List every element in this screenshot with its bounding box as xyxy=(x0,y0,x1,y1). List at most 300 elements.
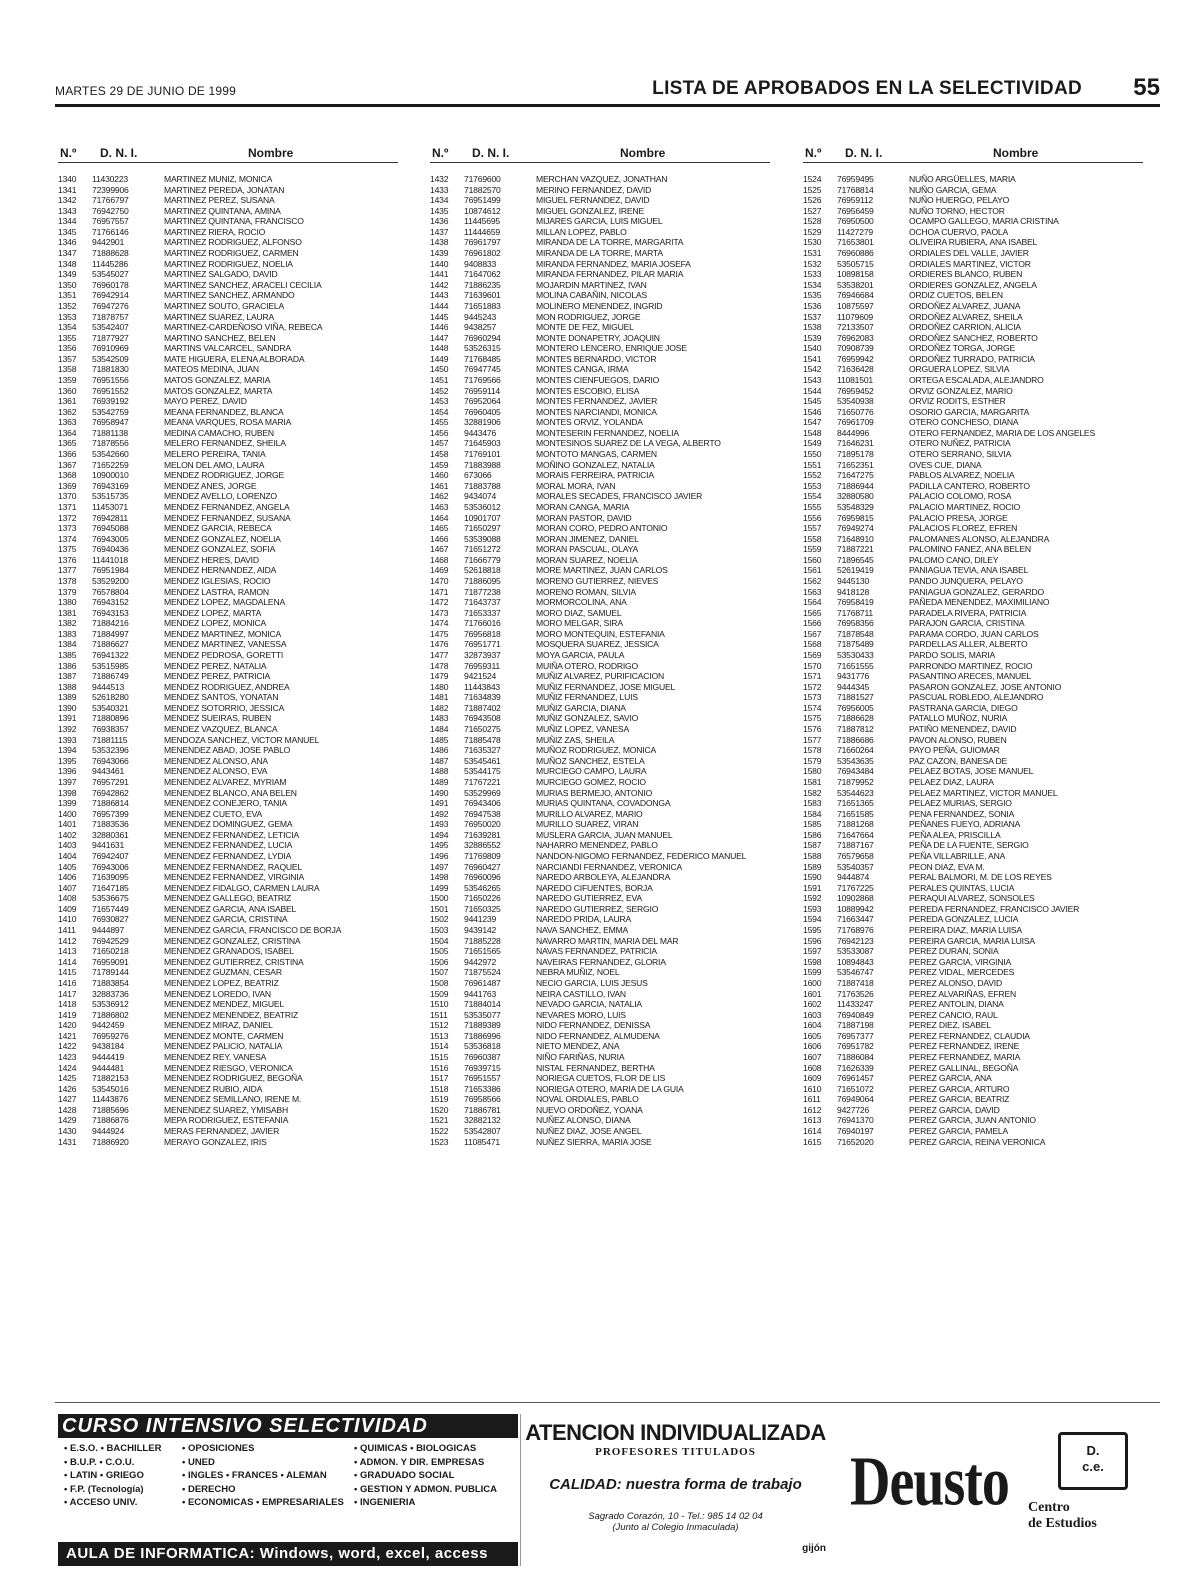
page-number: 55 xyxy=(1133,74,1160,101)
entry-dni: 71768485 xyxy=(464,353,501,364)
entry-dni: 9431776 xyxy=(837,671,870,682)
entry-name: PEREZ FERNANDEZ, MARIA xyxy=(909,1051,1021,1062)
entry-dni: 76942862 xyxy=(92,787,129,798)
entry-dni: 71877238 xyxy=(464,586,501,597)
entry-name: MURCIEGO GOMEZ, ROCIO xyxy=(536,776,646,787)
entry-dni: 9438257 xyxy=(464,322,497,333)
entry-name: MORO MELGAR, SIRA xyxy=(536,618,623,629)
entry-name: MENDEZ RODRIGUEZ, ANDREA xyxy=(164,681,290,692)
entry-number: 1546 xyxy=(803,406,822,417)
entry-dni: 71887167 xyxy=(837,840,874,851)
list-item xyxy=(58,872,418,883)
entry-dni: 76961709 xyxy=(837,417,874,428)
entry-dni: 72399906 xyxy=(92,184,129,195)
entry-dni: 9445243 xyxy=(464,311,497,322)
entry-name: PEREZ FERNANDEZ, IRENE xyxy=(909,1041,1020,1052)
entry-number: 1364 xyxy=(58,427,77,438)
entry-number: 1611 xyxy=(803,1094,821,1105)
list-rows xyxy=(430,174,790,1147)
entry-number: 1606 xyxy=(803,1041,822,1052)
list-item xyxy=(430,269,790,280)
entry-number: 1409 xyxy=(58,903,77,914)
entry-dni: 71883536 xyxy=(92,819,129,830)
list-item xyxy=(58,470,418,481)
entry-dni: 71651365 xyxy=(837,798,874,809)
list-item xyxy=(803,597,1163,608)
entry-number: 1414 xyxy=(58,956,77,967)
entry-number: 1541 xyxy=(803,353,822,364)
entry-dni: 71639095 xyxy=(92,872,129,883)
list-item xyxy=(803,280,1163,291)
entry-dni: 71886781 xyxy=(464,1104,501,1115)
list-item xyxy=(58,661,418,672)
list-item xyxy=(803,565,1163,576)
entry-dni: 71768976 xyxy=(837,925,874,936)
entry-dni: 71886920 xyxy=(92,1136,129,1147)
entry-dni: 76958356 xyxy=(837,618,874,629)
entry-dni: 72133507 xyxy=(837,322,874,333)
entry-number: 1394 xyxy=(58,745,77,756)
entry-number: 1523 xyxy=(430,1136,449,1147)
entry-number: 1402 xyxy=(58,829,77,840)
entry-dni: 53536912 xyxy=(92,999,129,1010)
entry-name: PARADELA RIVERA, PATRICIA xyxy=(909,607,1027,618)
entry-dni: 32880580 xyxy=(837,491,874,502)
ad-item: • OPOSICIONES xyxy=(182,1443,255,1454)
list-item xyxy=(430,174,790,185)
list-item xyxy=(58,565,418,576)
entry-dni: 9444481 xyxy=(92,1062,125,1073)
list-item xyxy=(430,386,790,397)
entry-number: 1504 xyxy=(430,935,449,946)
entry-name: MENENDEZ FERNANDEZ, LUCIA xyxy=(164,840,293,851)
entry-number: 1540 xyxy=(803,343,822,354)
entry-number: 1592 xyxy=(803,893,822,904)
list-item xyxy=(58,692,418,703)
entry-number: 1555 xyxy=(803,501,822,512)
entry-number: 1521 xyxy=(430,1115,449,1126)
entry-dni: 71652020 xyxy=(837,1136,874,1147)
entry-number: 1381 xyxy=(58,607,77,618)
entry-dni: 71884014 xyxy=(464,999,501,1010)
entry-dni: 71651565 xyxy=(464,946,501,957)
entry-number: 1386 xyxy=(58,660,77,671)
entry-dni: 76956459 xyxy=(837,205,874,216)
list-item xyxy=(430,343,790,354)
list-item xyxy=(430,671,790,682)
entry-name: MENDEZ GONZALEZ, SOFIA xyxy=(164,544,276,555)
ad-item: • ACCESO UNIV. xyxy=(64,1497,138,1508)
header-dni: D. N. I. xyxy=(845,146,883,160)
list-item xyxy=(430,481,790,492)
list-item xyxy=(803,1041,1163,1052)
list-item xyxy=(430,1063,790,1074)
entry-number: 1363 xyxy=(58,417,77,428)
entry-name: MONTES BERNARDO, VICTOR xyxy=(536,353,657,364)
entry-number: 1566 xyxy=(803,618,822,629)
list-item xyxy=(803,978,1163,989)
list-item xyxy=(803,227,1163,238)
entry-number: 1603 xyxy=(803,1009,822,1020)
entry-number: 1464 xyxy=(430,512,449,523)
entry-dni: 71651272 xyxy=(464,544,501,555)
entry-name: MOSQUERA SUAREZ, JESSICA xyxy=(536,639,659,650)
entry-dni: 53540938 xyxy=(837,396,874,407)
entry-name: MENENDEZ MIRAZ, DANIEL xyxy=(164,1020,273,1031)
entry-number: 1582 xyxy=(803,787,822,798)
entry-number: 1607 xyxy=(803,1051,822,1062)
list-item xyxy=(58,354,418,365)
entry-name: MENENDEZ MENDEZ, MIGUEL xyxy=(164,999,285,1010)
list-item xyxy=(430,1126,790,1137)
list-item xyxy=(803,819,1163,830)
entry-number: 1428 xyxy=(58,1104,77,1115)
entry-name: MIGUEL FERNANDEZ, DAVID xyxy=(536,195,650,206)
entry-dni: 53542660 xyxy=(92,449,129,460)
entry-name: MOÑINO GONZALEZ, NATALIA xyxy=(536,459,655,470)
entry-dni: 11445286 xyxy=(92,258,128,269)
entry-number: 1397 xyxy=(58,776,77,787)
entry-dni: 76959091 xyxy=(92,956,129,967)
list-item xyxy=(430,1073,790,1084)
entry-number: 1535 xyxy=(803,290,822,301)
list-item xyxy=(430,936,790,947)
entry-number: 1439 xyxy=(430,248,449,259)
list-item xyxy=(803,1105,1163,1116)
entry-name: MUÑOZ SANCHEZ, ESTELA xyxy=(536,755,645,766)
entry-name: MARTINEZ SOUTO, GRACIELA xyxy=(164,300,284,311)
entry-number: 1538 xyxy=(803,322,822,333)
entry-number: 1393 xyxy=(58,734,77,745)
entry-dni: 53544175 xyxy=(464,766,501,777)
entry-name: MENDEZ LOPEZ, MAGDALENA xyxy=(164,597,285,608)
entry-name: PAZ CAZON, BANESA DE xyxy=(909,755,1008,766)
list-item xyxy=(58,481,418,492)
entry-number: 1600 xyxy=(803,977,822,988)
entry-name: MARTINEZ MUNIZ, MONICA xyxy=(164,174,273,184)
list-item xyxy=(58,1105,418,1116)
entry-dni: 71653801 xyxy=(837,237,874,248)
entry-dni: 71650325 xyxy=(464,903,501,914)
entry-number: 1532 xyxy=(803,258,822,269)
list-item xyxy=(803,661,1163,672)
entry-dni: 9442459 xyxy=(92,1020,125,1031)
entry-name: MUÑIZ GARCIA, DIANA xyxy=(536,702,626,713)
entry-dni: 71877927 xyxy=(92,332,129,343)
entry-name: MENENDEZ FERNANDEZ, RAQUEL xyxy=(164,861,303,872)
list-item xyxy=(430,185,790,196)
list-item xyxy=(58,544,418,555)
list-item xyxy=(803,1031,1163,1042)
entry-name: OCHOA CUERVO, PAOLA xyxy=(909,226,1009,237)
entry-number: 1548 xyxy=(803,427,822,438)
list-item xyxy=(803,703,1163,714)
entry-name: MIRANDA FERNANDEZ, MARIA JOSEFA xyxy=(536,258,691,269)
entry-dni: 76943006 xyxy=(92,861,129,872)
entry-number: 1444 xyxy=(430,300,449,311)
entry-name: NAREDO ARBOLEYA, ALEJANDRA xyxy=(536,872,671,883)
entry-number: 1498 xyxy=(430,872,449,883)
entry-dni: 71763526 xyxy=(837,988,874,999)
entry-dni: 53544623 xyxy=(837,787,874,798)
entry-dni: 71766797 xyxy=(92,195,129,206)
list-item xyxy=(430,428,790,439)
list-item xyxy=(803,555,1163,566)
list-item xyxy=(430,798,790,809)
entry-dni: 76943406 xyxy=(464,798,501,809)
entry-number: 1385 xyxy=(58,650,77,661)
entry-name: PELAEZ DIAZ, LAURA xyxy=(909,776,994,787)
list-item xyxy=(58,893,418,904)
list-item xyxy=(803,1126,1163,1137)
entry-number: 1408 xyxy=(58,893,77,904)
entry-number: 1503 xyxy=(430,925,449,936)
entry-name: MIRANDA DE LA TORRE, MARTA xyxy=(536,248,663,259)
entry-number: 1374 xyxy=(58,533,77,544)
entry-name: MARTINEZ SALGADO, DAVID xyxy=(164,269,278,280)
entry-name: MENENDEZ CONEJERO, TANIA xyxy=(164,798,287,809)
entry-dni: 9418128 xyxy=(837,586,870,597)
entry-name: PERAQUI ALVAREZ, SONSOLES xyxy=(909,893,1035,904)
list-item xyxy=(58,1052,418,1063)
entry-dni: 76947745 xyxy=(464,364,501,375)
entry-dni: 10874612 xyxy=(464,205,501,216)
entry-dni: 71789144 xyxy=(92,967,129,978)
entry-dni: 71886749 xyxy=(92,671,129,682)
entry-number: 1391 xyxy=(58,713,77,724)
entry-number: 1350 xyxy=(58,279,77,290)
entry-name: MURCIEGO CAMPO, LAURA xyxy=(536,766,647,777)
list-item xyxy=(430,629,790,640)
entry-number: 1368 xyxy=(58,470,77,481)
entry-name: PEREZ GARCIA, ARTURO xyxy=(909,1083,1010,1094)
entry-dni: 71650275 xyxy=(464,724,501,735)
list-item xyxy=(430,248,790,259)
list-item xyxy=(803,269,1163,280)
list-item xyxy=(430,904,790,915)
entry-number: 1400 xyxy=(58,808,77,819)
list-item xyxy=(58,650,418,661)
header-dni: D. N. I. xyxy=(100,146,138,160)
entry-dni: 76942407 xyxy=(92,851,129,861)
entry-name: NIDO FERNANDEZ, ALMUDENA xyxy=(536,1030,660,1041)
entry-name: PERALES QUINTAS, LUCIA xyxy=(909,882,1015,893)
entry-dni: 71647185 xyxy=(92,882,129,893)
entry-name: PANIAGUA GONZALEZ, GERARDO xyxy=(909,586,1045,597)
entry-dni: 11085471 xyxy=(464,1136,500,1147)
entry-number: 1529 xyxy=(803,226,822,237)
entry-dni: 52618818 xyxy=(464,565,501,576)
list-item xyxy=(430,280,790,291)
entry-name: NEVADO GARCIA, NATALIA xyxy=(536,999,642,1010)
entry-name: PEREZ GALLINAL, BEGOÑA xyxy=(909,1062,1019,1073)
list-item xyxy=(803,798,1163,809)
list-item xyxy=(430,957,790,968)
entry-name: MUÑIZ ALVAREZ, PURIFICACION xyxy=(536,671,664,682)
list-item xyxy=(58,1137,418,1148)
ad-slogan: CALIDAD: nuestra forma de trabajo xyxy=(549,1476,802,1493)
entry-dni: 11444659 xyxy=(464,226,500,237)
ad-subtitle: PROFESORES TITULADOS xyxy=(595,1446,756,1458)
entry-dni: 9442972 xyxy=(464,956,497,967)
column-header-rule xyxy=(803,162,1143,163)
entry-name: PALACIO COLOMO, ROSA xyxy=(909,491,1012,502)
entry-number: 1537 xyxy=(803,311,822,322)
entry-dni: 71645903 xyxy=(464,438,501,449)
header-number: N.º xyxy=(805,146,822,160)
entry-name: PEREDA FERNANDEZ, FRANCISCO JAVIER xyxy=(909,903,1080,914)
list-item xyxy=(58,639,418,650)
list-item xyxy=(803,1020,1163,1031)
entry-dni: 76961802 xyxy=(464,248,501,259)
entry-name: MELERO FERNANDEZ, SHEILA xyxy=(164,438,286,449)
entry-dni: 9427726 xyxy=(837,1104,870,1115)
list-item xyxy=(58,1031,418,1042)
list-item xyxy=(430,322,790,333)
entry-name: MIJARES GARCIA, LUIS MIGUEL xyxy=(536,216,663,227)
entry-dni: 76951557 xyxy=(464,1073,501,1084)
list-item xyxy=(430,650,790,661)
entry-number: 1422 xyxy=(58,1041,77,1052)
entry-name: PABLOS ALVAREZ, NOELIA xyxy=(909,470,1015,481)
entry-name: MENDEZ HERES, DAVID xyxy=(164,554,259,565)
list-item xyxy=(58,248,418,259)
entry-dni: 53505715 xyxy=(837,258,874,269)
entry-name: MOJARDIN MARTINEZ, IVAN xyxy=(536,279,647,290)
entry-dni: 53545027 xyxy=(92,269,129,280)
entry-name: MARTINEZ PEREDA, JONATAN xyxy=(164,184,285,195)
entry-number: 1373 xyxy=(58,523,77,534)
entry-dni: 71643737 xyxy=(464,597,501,608)
entry-name: NUÑO GARCIA, GEMA xyxy=(909,184,997,195)
entry-number: 1379 xyxy=(58,586,77,597)
entry-number: 1558 xyxy=(803,533,822,544)
entry-name: MIRANDA DE LA TORRE, MARGARITA xyxy=(536,237,684,248)
list-item xyxy=(430,544,790,555)
entry-name: PARDELLAS ALLER, ALBERTO xyxy=(909,639,1028,650)
entry-number: 1407 xyxy=(58,882,77,893)
entry-name: PEREZ GARCIA, REINA VERONICA xyxy=(909,1136,1046,1147)
entry-name: MENENDEZ ALONSO, ANA xyxy=(164,755,268,766)
entry-dni: 71626339 xyxy=(837,1062,874,1073)
column-header-rule xyxy=(58,162,398,163)
entry-name: PASARON GONZALEZ, JOSE ANTONIO xyxy=(909,681,1062,692)
header-dni: D. N. I. xyxy=(472,146,510,160)
entry-number: 1377 xyxy=(58,565,77,576)
entry-number: 1588 xyxy=(803,851,822,861)
entry-name: ORVIZ GONZALEZ, MARIO xyxy=(909,385,1013,396)
entry-name: MENENDEZ ALVAREZ, MYRIAM xyxy=(164,776,287,787)
entry-name: NAVARRO MARTIN, MARIA DEL MAR xyxy=(536,935,679,946)
entry-name: PANIAGUA TEVIA, ANA ISABEL xyxy=(909,565,1029,576)
entry-name: NIÑO FARIÑAS, NURIA xyxy=(536,1051,625,1062)
entry-dni: 71648910 xyxy=(837,533,874,544)
entry-name: MENENDEZ SEMILLANO, IRENE M. xyxy=(164,1094,302,1105)
entry-name: MARTINEZ SANCHEZ, ARACELI CECILIA xyxy=(164,279,322,290)
entry-number: 1568 xyxy=(803,639,822,650)
centro-line: Centro xyxy=(1028,1500,1070,1515)
list-item xyxy=(430,227,790,238)
entry-dni: 71884997 xyxy=(92,628,129,639)
entry-dni: 76942750 xyxy=(92,205,129,216)
entry-number: 1547 xyxy=(803,417,822,428)
entry-number: 1477 xyxy=(430,650,449,661)
entry-number: 1499 xyxy=(430,882,449,893)
list-item xyxy=(58,597,418,608)
entry-name: PEREZ GARCIA, JUAN ANTONIO xyxy=(909,1115,1036,1126)
entry-number: 1460 xyxy=(430,470,449,481)
list-item xyxy=(803,925,1163,936)
list-item xyxy=(803,650,1163,661)
header-nombre: Nombre xyxy=(620,146,666,160)
entry-number: 1421 xyxy=(58,1030,77,1041)
entry-name: PALOMANES ALONSO, ALEJANDRA xyxy=(909,533,1050,544)
ad-list-3 xyxy=(354,1442,514,1538)
entry-name: PEREZ GARCIA, VIRGINIA xyxy=(909,956,1012,967)
entry-number: 1571 xyxy=(803,671,822,682)
entry-name: MELON DEL AMO, LAURA xyxy=(164,459,265,470)
entry-number: 1378 xyxy=(58,575,77,586)
entry-name: ORDOÑEZ ALVAREZ, SHEILA xyxy=(909,311,1023,322)
entry-number: 1567 xyxy=(803,628,822,639)
entry-dni: 76947276 xyxy=(92,300,129,311)
entry-dni: 76947538 xyxy=(464,808,501,819)
list-item xyxy=(430,364,790,375)
deusto-logo-text: Deusto xyxy=(850,1443,1009,1521)
entry-dni: 10900010 xyxy=(92,470,129,481)
entry-name: MURIAS BERMEJO, ANTONIO xyxy=(536,787,653,798)
entry-name: PEREZ GARCIA, DAVID xyxy=(909,1104,1000,1115)
list-item xyxy=(58,830,418,841)
entry-dni: 76941322 xyxy=(92,650,129,661)
entry-name: MENENDEZ FIDALGO, CARMEN LAURA xyxy=(164,882,320,893)
list-item xyxy=(803,237,1163,248)
list-item xyxy=(430,639,790,650)
list-item xyxy=(430,692,790,703)
entry-dni: 76957557 xyxy=(92,216,129,227)
list-item xyxy=(803,438,1163,449)
entry-number: 1344 xyxy=(58,216,77,227)
entry-name: MENENDEZ MONTE, CARMEN xyxy=(164,1030,284,1041)
entry-name: MUÑIZ FERNANDEZ, LUIS xyxy=(536,692,638,703)
entry-name: MONTOTO MANGAS, CARMEN xyxy=(536,449,657,460)
entry-name: OTERO NUÑEZ, PATRICIA xyxy=(909,438,1011,449)
entry-name: PEREZ ANTOLIN, DIANA xyxy=(909,999,1004,1010)
entry-name: MENDEZ LOPEZ, MARTA xyxy=(164,607,262,618)
entry-dni: 76940849 xyxy=(837,1009,874,1020)
entry-name: ORDIZ CUETOS, BELEN xyxy=(909,290,1003,301)
entry-name: NUÑEZ ALONSO, DIANA xyxy=(536,1115,631,1126)
entry-dni: 76957291 xyxy=(92,776,129,787)
entry-number: 1501 xyxy=(430,903,449,914)
entry-name: PAÑEDA MENENDEZ, MAXIMILIANO xyxy=(909,597,1050,608)
list-item xyxy=(803,893,1163,904)
ad-curso-intensivo xyxy=(58,1414,518,1566)
entry-name: MENDEZ MARTINEZ, VANESSA xyxy=(164,639,287,650)
list-item xyxy=(58,967,418,978)
entry-number: 1431 xyxy=(58,1136,77,1147)
entry-dni: 71653337 xyxy=(464,607,501,618)
entry-dni: 53548329 xyxy=(837,501,874,512)
entry-name: MENENDEZ GUTIERREZ, CRISTINA xyxy=(164,956,304,967)
list-item xyxy=(58,449,418,460)
entry-dni: 76949274 xyxy=(837,523,874,534)
entry-number: 1612 xyxy=(803,1104,822,1115)
list-item xyxy=(58,216,418,227)
entry-name: MORAN PASTOR, DAVID xyxy=(536,512,632,523)
entry-dni: 10894843 xyxy=(837,956,874,967)
entry-dni: 71653386 xyxy=(464,1083,501,1094)
